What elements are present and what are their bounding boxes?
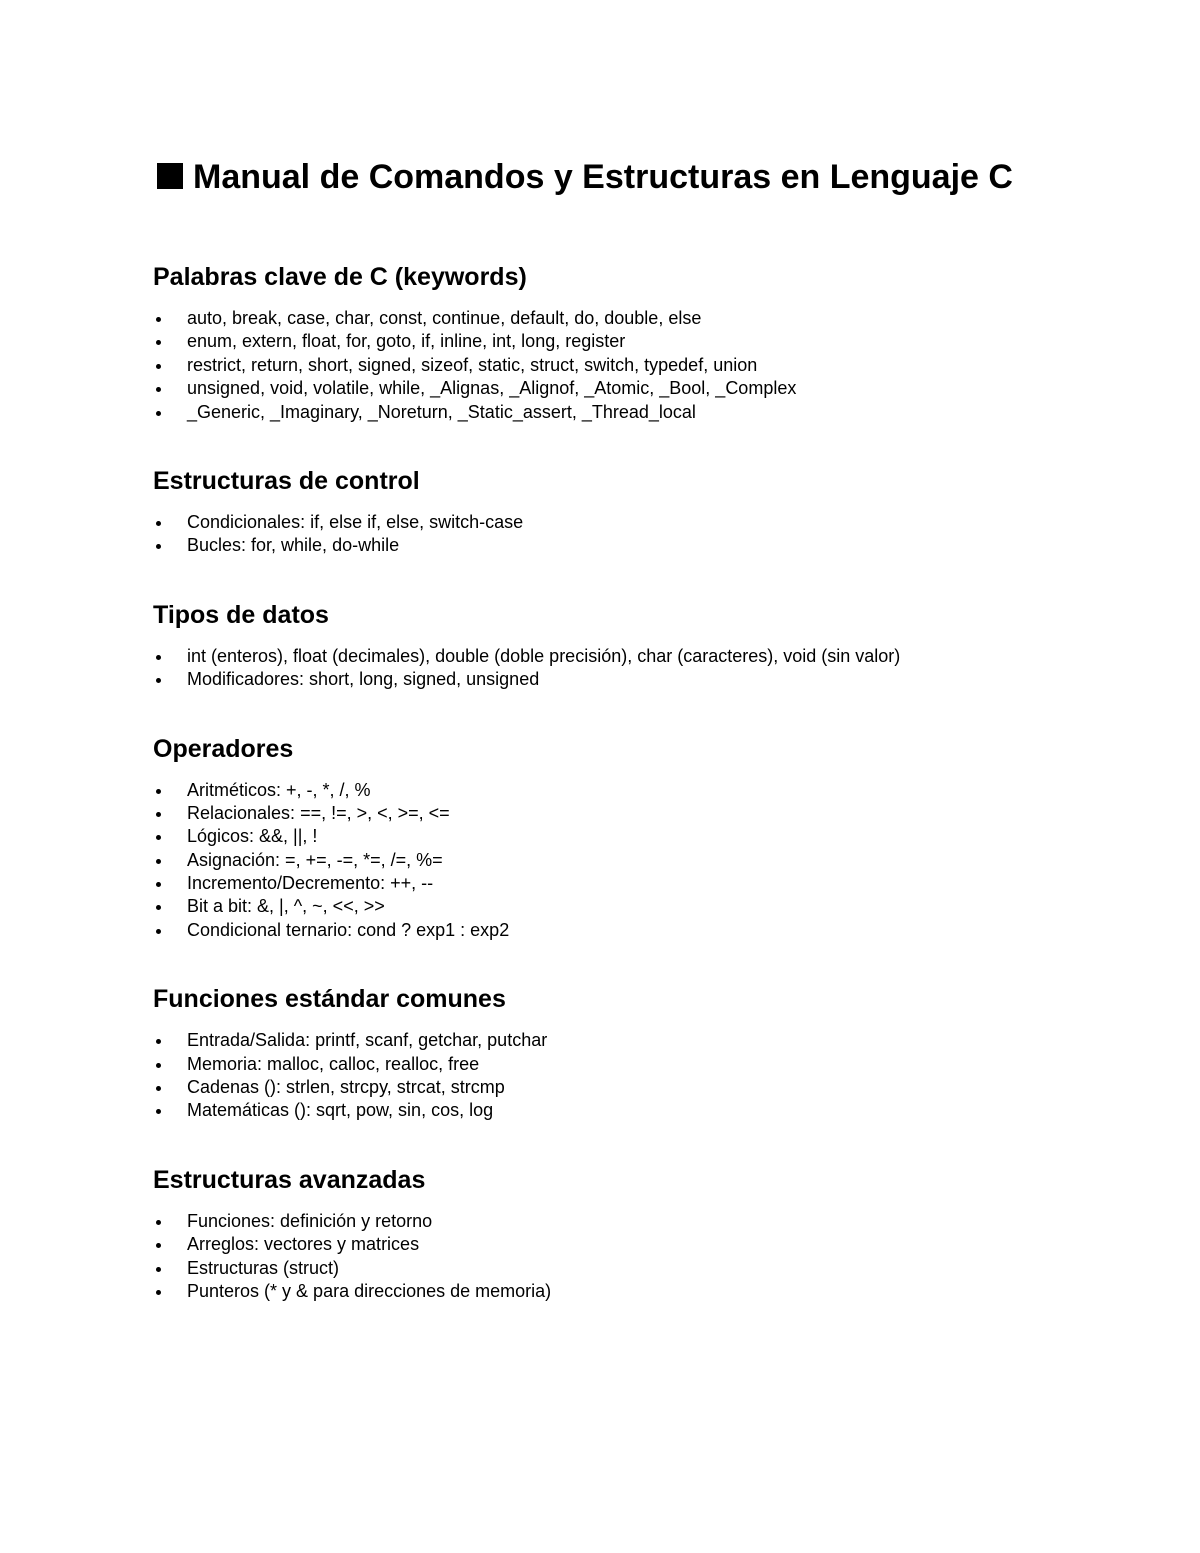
bullet-list (153, 511, 1113, 558)
bullet-icon (156, 882, 161, 887)
section-heading: Estructuras de control (153, 466, 420, 495)
list-item (153, 849, 1113, 872)
list-item-text: Incremento/Decremento: ++, -- (187, 873, 434, 894)
section-heading: Palabras clave de C (keywords) (153, 263, 527, 291)
list-item (153, 668, 1113, 691)
list-item-text: Memoria: malloc, calloc, realloc, free (187, 1053, 480, 1074)
bullet-icon (156, 1267, 161, 1272)
list-item-text: Funciones: definición y retorno (187, 1210, 433, 1231)
list-item-text: int (enteros), float (decimales), double (doble precisión), char (caracteres), void (sin valor) (187, 645, 901, 666)
section (153, 734, 1113, 943)
section-heading: Funciones estándar comunes (153, 985, 506, 1014)
section-heading: Tipos de datos (153, 600, 329, 629)
list-item-text: Arreglos: vectores y matrices (187, 1234, 420, 1255)
list-item (153, 1053, 1113, 1076)
list-item (153, 779, 1113, 802)
list-item (153, 511, 1113, 534)
list-item (153, 534, 1113, 557)
list-item-text: Condicionales: if, else if, else, switch-case (187, 511, 524, 532)
bullet-icon (156, 340, 161, 345)
list-item-text: Punteros (* y & para direcciones de memoria) (187, 1280, 552, 1301)
bullet-icon (156, 905, 161, 910)
bullet-icon (156, 678, 161, 683)
section (153, 600, 1113, 692)
bullet-icon (156, 1243, 161, 1248)
list-item-text: Asignación: =, +=, -=, *=, /=, %= (187, 849, 443, 870)
list-item-text: Condicional ternario: cond ? exp1 : exp2 (187, 919, 510, 940)
list-item (153, 1280, 1113, 1303)
bullet-list (153, 1210, 1113, 1304)
bullet-list (153, 779, 1113, 943)
list-item (153, 354, 1113, 377)
list-item-text: Entrada/Salida: printf, scanf, getchar, putchar (187, 1030, 548, 1051)
list-item-text: Estructuras (struct) (187, 1257, 340, 1278)
list-item-text: enum, extern, float, for, goto, if, inline, int, long, register (187, 331, 626, 352)
bullet-list (153, 1029, 1113, 1123)
black-square-icon (157, 163, 183, 189)
list-item (153, 307, 1113, 330)
list-item (153, 1257, 1113, 1280)
document-title-text: Manual de Comandos y Estructuras en Lenguaje C (193, 158, 1013, 196)
bullet-icon (156, 655, 161, 660)
bullet-icon (156, 1290, 161, 1295)
section-heading: Operadores (153, 734, 294, 763)
bullet-icon (156, 521, 161, 526)
section (153, 262, 1113, 424)
list-item (153, 1076, 1113, 1099)
list-item (153, 895, 1113, 918)
document-page (153, 157, 1113, 1345)
bullet-icon (156, 364, 161, 369)
bullet-icon (156, 411, 161, 416)
list-item (153, 330, 1113, 353)
section (153, 1165, 1113, 1304)
bullet-icon (156, 812, 161, 817)
bullet-icon (156, 387, 161, 392)
list-item (153, 377, 1113, 400)
list-item (153, 919, 1113, 942)
bullet-icon (156, 1220, 161, 1225)
list-item-text: Cadenas (): strlen, strcpy, strcat, strcmp (187, 1077, 505, 1098)
bullet-icon (156, 929, 161, 934)
bullet-icon (156, 1063, 161, 1068)
bullet-icon (156, 1086, 161, 1091)
bullet-icon (156, 317, 161, 322)
bullet-icon (156, 859, 161, 864)
list-item-text: auto, break, case, char, const, continue, default, do, double, else (187, 308, 702, 328)
section (153, 466, 1113, 558)
list-item (153, 645, 1113, 668)
list-item (153, 1233, 1113, 1256)
list-item (153, 872, 1113, 895)
list-item (153, 802, 1113, 825)
bullet-icon (156, 789, 161, 794)
list-item-text: Lógicos: &&, ||, ! (187, 826, 318, 847)
list-item-text: Aritméticos: +, -, *, /, % (187, 779, 371, 800)
list-item (153, 1099, 1113, 1122)
list-item-text: Matemáticas (): sqrt, pow, sin, cos, log (187, 1100, 494, 1121)
document-title (153, 157, 1113, 197)
list-item (153, 825, 1113, 848)
list-item-text: _Generic, _Imaginary, _Noreturn, _Static_assert, _Thread_local (187, 401, 696, 422)
list-item-text: unsigned, void, volatile, while, _Alignas, _Alignof, _Atomic, _Bool, _Complex (187, 378, 797, 399)
list-item-text: restrict, return, short, signed, sizeof, static, struct, switch, typedef, union (187, 354, 758, 375)
bullet-icon (156, 835, 161, 840)
bullet-list (153, 645, 1113, 692)
list-item (153, 1210, 1113, 1233)
list-item-text: Relacionales: ==, !=, >, <, >=, <= (187, 802, 450, 823)
bullet-icon (156, 1039, 161, 1044)
list-item (153, 401, 1113, 424)
list-item (153, 1029, 1113, 1052)
bullet-icon (156, 544, 161, 549)
bullet-list (153, 307, 1113, 424)
list-item-text: Bucles: for, while, do-while (187, 535, 400, 556)
section (153, 984, 1113, 1123)
list-item-text: Modificadores: short, long, signed, unsigned (187, 669, 540, 690)
section-heading: Estructuras avanzadas (153, 1165, 426, 1194)
bullet-icon (156, 1109, 161, 1114)
list-item-text: Bit a bit: &, |, ^, ~, <<, >> (187, 896, 385, 917)
sections-container (153, 262, 1113, 1303)
